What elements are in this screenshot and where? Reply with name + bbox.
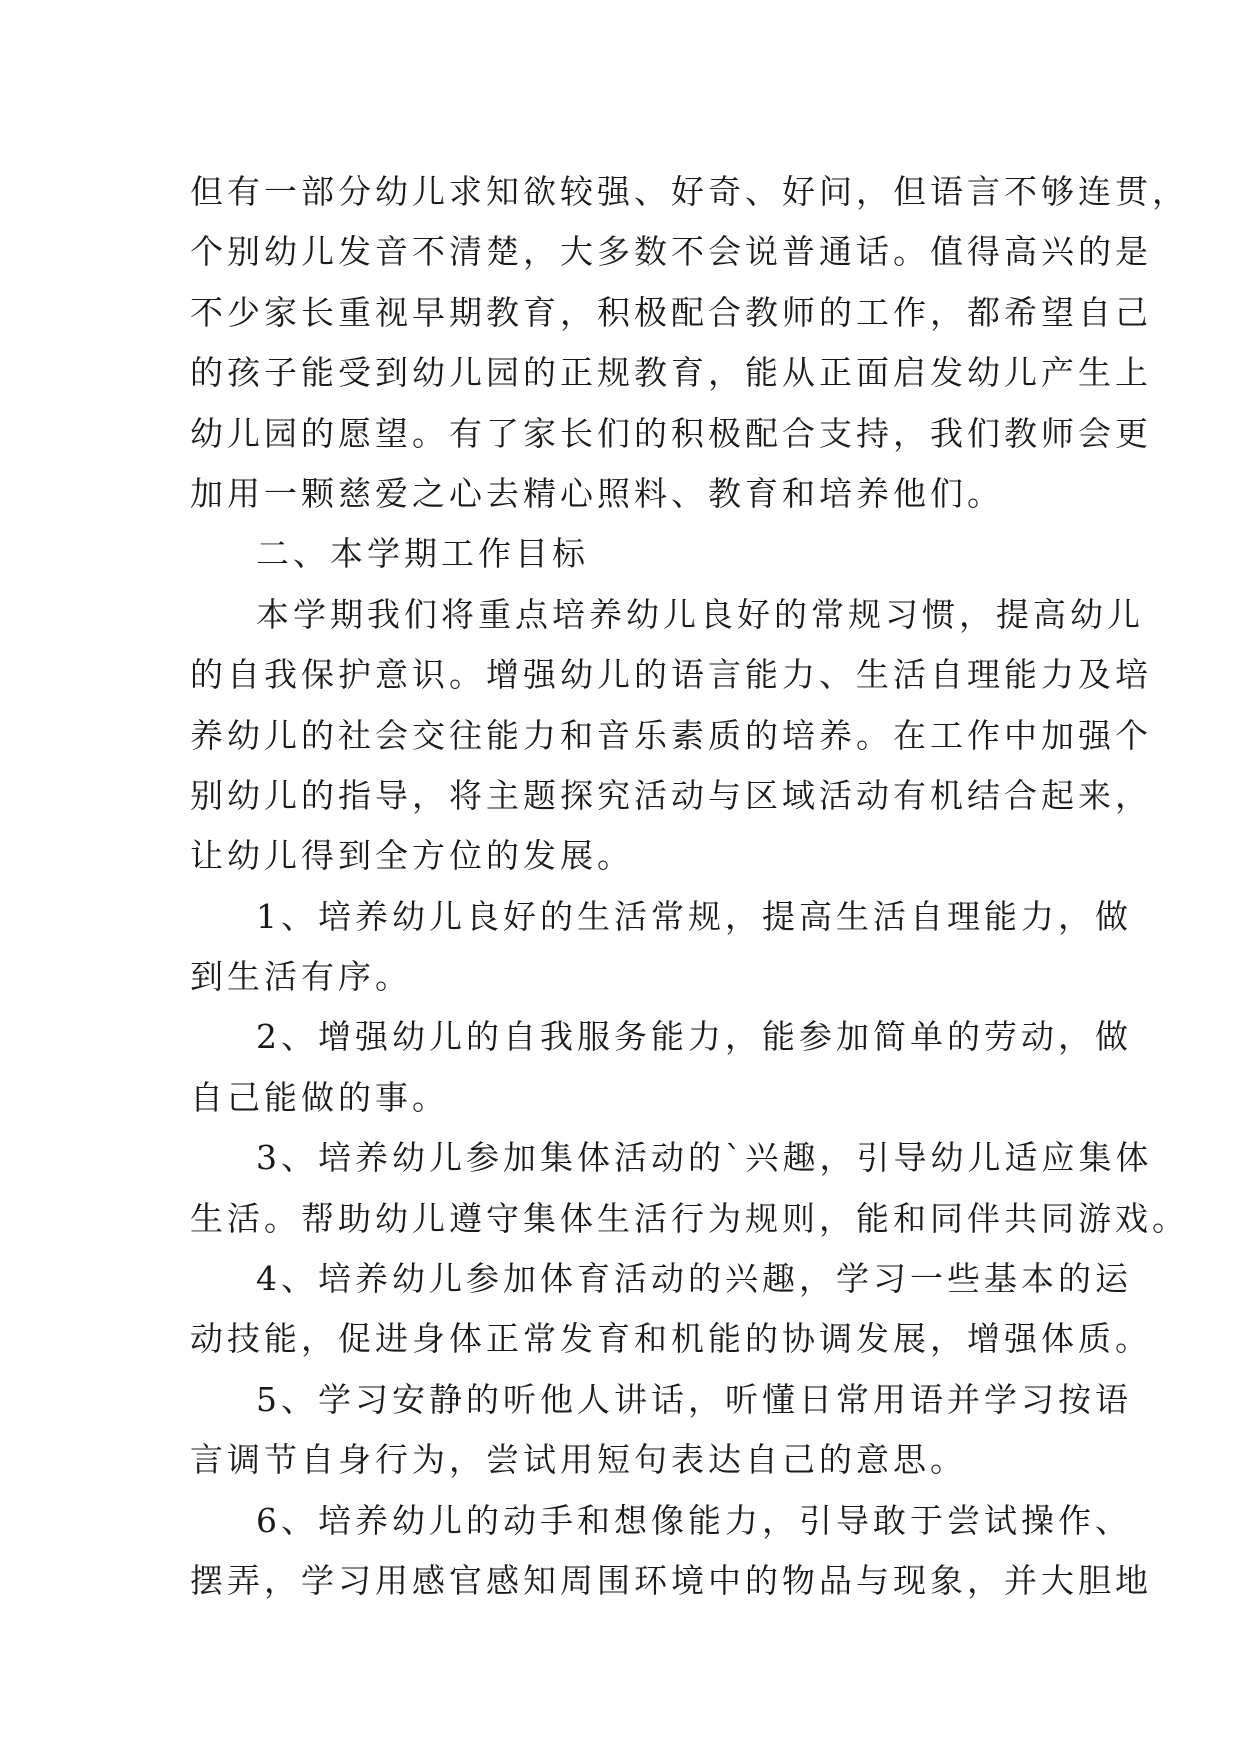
text-line: 的孩子能受到幼儿园的正规教育，能从正面启发幼儿产生上 [190, 353, 1152, 393]
text-line: 的自我保护意识。增强幼儿的语言能力、生活自理能力及培 [190, 655, 1152, 695]
text-line: 幼儿园的愿望。有了家长们的积极配合支持，我们教师会更 [190, 413, 1152, 453]
text-line: 不少家长重视早期教育，积极配合教师的工作，都希望自己 [190, 292, 1152, 332]
list-item-5: 5、学习安静的听他人讲话，听懂日常用语并学习按语 [256, 1379, 1132, 1419]
text-line: 自己能做的事。 [190, 1077, 449, 1117]
list-item-6: 6、培养幼儿的动手和想像能力，引导敢于尝试操作、 [256, 1500, 1132, 1540]
list-item-3: 3、培养幼儿参加集体活动的`兴趣，引导幼儿适应集体 [256, 1138, 1153, 1178]
text-line: 动技能，促进身体正常发育和机能的协调发展，增强体质。 [190, 1319, 1152, 1359]
text-line: 摆弄，学习用感官感知周围环境中的物品与现象，并大胆地 [190, 1560, 1152, 1600]
document-body [190, 162, 1189, 1611]
text-line: 个别幼儿发音不清楚，大多数不会说普通话。值得高兴的是 [190, 232, 1152, 272]
text-line: 生活。帮助幼儿遵守集体生活行为规则，能和同伴共同游戏。 [190, 1198, 1189, 1238]
text-line: 加用一颗慈爱之心去精心照料、教育和培养他们。 [190, 473, 1004, 513]
list-item-1: 1、培养幼儿良好的生活常规，提高生活自理能力，做 [256, 896, 1132, 936]
text-line: 但有一部分幼儿求知欲较强、好奇、好问，但语言不够连贯， [190, 172, 1189, 211]
text-line: 本学期我们将重点培养幼儿良好的常规习惯，提高幼儿 [256, 594, 1144, 634]
text-line: 言调节自身行为，尝试用短句表达自己的意思。 [190, 1440, 967, 1480]
text-line: 到生活有序。 [190, 957, 412, 997]
list-item-4: 4、培养幼儿参加体育活动的兴趣，学习一些基本的运 [256, 1259, 1132, 1299]
section-heading: 二、本学期工作目标 [256, 534, 589, 574]
text-line: 别幼儿的指导，将主题探究活动与区域活动有机结合起来， [190, 775, 1152, 815]
text-line: 让幼儿得到全方位的发展。 [190, 836, 634, 876]
text-line: 养幼儿的社会交往能力和音乐素质的培养。在工作中加强个 [190, 715, 1152, 755]
list-item-2: 2、增强幼儿的自我服务能力，能参加简单的劳动，做 [256, 1017, 1132, 1057]
